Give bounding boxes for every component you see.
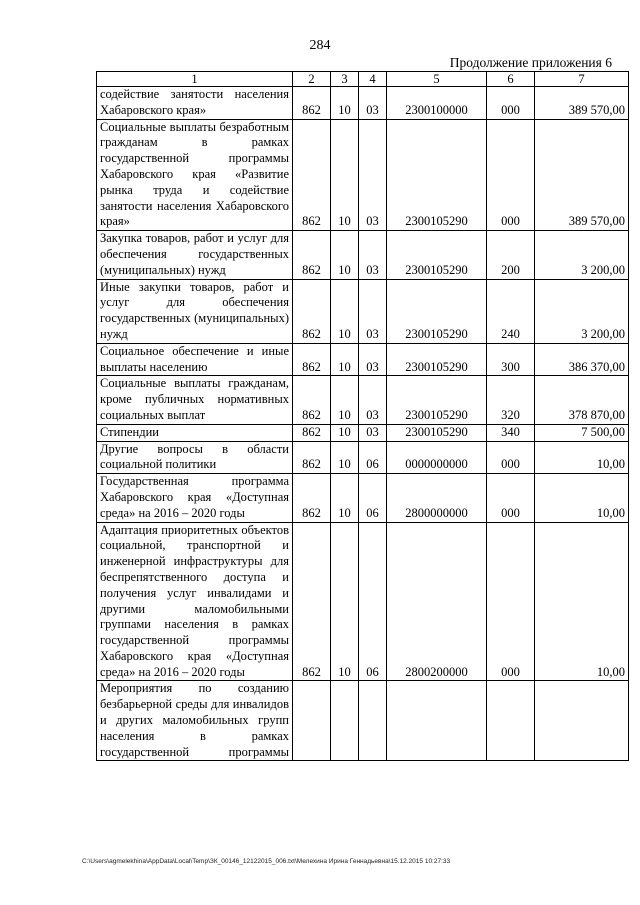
cell-target: 2300105290 [387,119,487,231]
page-number: 284 [309,38,331,53]
header-cell: 3 [331,72,359,87]
cell-subsection: 03 [359,231,387,279]
cell-target: 2300105290 [387,343,487,376]
cell-section: 10 [331,87,359,120]
cell-type: 240 [487,279,535,343]
row-name: Социальные выплаты безработным гражданам в рамках государственной программы Хабаровского края «Развитие рынка труда и содействие занятости населения Хабаровского края» [97,119,293,231]
row-name: Мероприятия по созданию безбарьерной среды для инвалидов и других маломобильных групп населения в рамках государственной программы [97,681,293,761]
cell-target: 2800000000 [387,474,487,522]
cell-type: 000 [487,87,535,120]
cell-type: 000 [487,119,535,231]
header-cell: 1 [97,72,293,87]
table-row [97,681,629,761]
continuation-label: Продолжение приложения 6 [449,55,612,70]
budget-table [96,71,629,761]
cell-code: 862 [293,474,331,522]
cell-subsection: 06 [359,441,387,474]
cell-code: 862 [293,376,331,424]
table-row [97,474,629,522]
header-cell: 5 [387,72,487,87]
cell-target: 2300105290 [387,231,487,279]
cell-section: 10 [331,343,359,376]
table-row [97,119,629,231]
cell-subsection: 03 [359,343,387,376]
cell-section: 10 [331,522,359,681]
cell-section [331,681,359,761]
table-row [97,441,629,474]
cell-subsection: 03 [359,279,387,343]
cell-code: 862 [293,231,331,279]
cell-amount: 7 500,00 [535,424,629,441]
table-row [97,522,629,681]
cell-subsection: 03 [359,119,387,231]
cell-target: 2300105290 [387,376,487,424]
cell-amount: 10,00 [535,522,629,681]
cell-type: 340 [487,424,535,441]
row-name: Иные закупки товаров, работ и услуг для обеспечения государственных (муниципальных) нужд [97,279,293,343]
cell-amount: 3 200,00 [535,279,629,343]
cell-target: 2800200000 [387,522,487,681]
table-row [97,87,629,120]
cell-type: 000 [487,441,535,474]
row-name: Закупка товаров, работ и услуг для обеспечения государственных (муниципальных) нужд [97,231,293,279]
table-row [97,279,629,343]
file-path-footer: C:\Users\agmelekhina\AppData\Local\Temp\ЗК_00146_12122015_006.txt\Мелехина Ирина Геннадьевна\15.12.2015 10:27:33 [82,858,451,865]
cell-subsection: 03 [359,424,387,441]
cell-section: 10 [331,231,359,279]
cell-subsection [359,681,387,761]
table-row [97,343,629,376]
cell-code: 862 [293,441,331,474]
cell-type [487,681,535,761]
cell-subsection: 06 [359,474,387,522]
cell-section: 10 [331,424,359,441]
cell-type: 320 [487,376,535,424]
cell-target: 2300100000 [387,87,487,120]
row-name: Другие вопросы в области социальной политики [97,441,293,474]
row-name: Социальные выплаты гражданам, кроме публичных нормативных социальных выплат [97,376,293,424]
cell-target: 2300105290 [387,279,487,343]
cell-type: 300 [487,343,535,376]
cell-target [387,681,487,761]
cell-section: 10 [331,474,359,522]
row-name: Адаптация приоритетных объектов социальной, транспортной и инженерной инфраструктуры для беспрепятственного доступа и получения услуг инвалидами и другими маломобильными группами населения в рамках государственной программы Хабаровского края «Доступная среда» на 2016 – 2020 годы [97,522,293,681]
cell-type: 200 [487,231,535,279]
cell-amount: 389 570,00 [535,119,629,231]
cell-code: 862 [293,424,331,441]
cell-section: 10 [331,376,359,424]
row-name: содействие занятости населения Хабаровского края» [97,87,293,120]
row-name: Стипендии [97,424,293,441]
cell-target: 2300105290 [387,424,487,441]
cell-type: 000 [487,474,535,522]
cell-section: 10 [331,279,359,343]
cell-subsection: 03 [359,376,387,424]
cell-subsection: 06 [359,522,387,681]
cell-code: 862 [293,343,331,376]
cell-subsection: 03 [359,87,387,120]
cell-section: 10 [331,119,359,231]
cell-amount: 378 870,00 [535,376,629,424]
cell-code: 862 [293,522,331,681]
table-row [97,231,629,279]
cell-code: 862 [293,119,331,231]
row-name: Государственная программа Хабаровского края «Доступная среда» на 2016 – 2020 годы [97,474,293,522]
cell-amount: 10,00 [535,441,629,474]
header-cell: 4 [359,72,387,87]
cell-code: 862 [293,279,331,343]
cell-amount: 3 200,00 [535,231,629,279]
row-name: Социальное обеспечение и иные выплаты населению [97,343,293,376]
cell-type: 000 [487,522,535,681]
cell-code [293,681,331,761]
cell-amount: 389 570,00 [535,87,629,120]
cell-amount: 10,00 [535,474,629,522]
cell-section: 10 [331,441,359,474]
header-cell: 2 [293,72,331,87]
cell-target: 0000000000 [387,441,487,474]
table-row [97,424,629,441]
header-cell: 7 [535,72,629,87]
header-row [97,72,629,87]
cell-amount: 386 370,00 [535,343,629,376]
cell-code: 862 [293,87,331,120]
header-cell: 6 [487,72,535,87]
table-row [97,376,629,424]
cell-amount [535,681,629,761]
